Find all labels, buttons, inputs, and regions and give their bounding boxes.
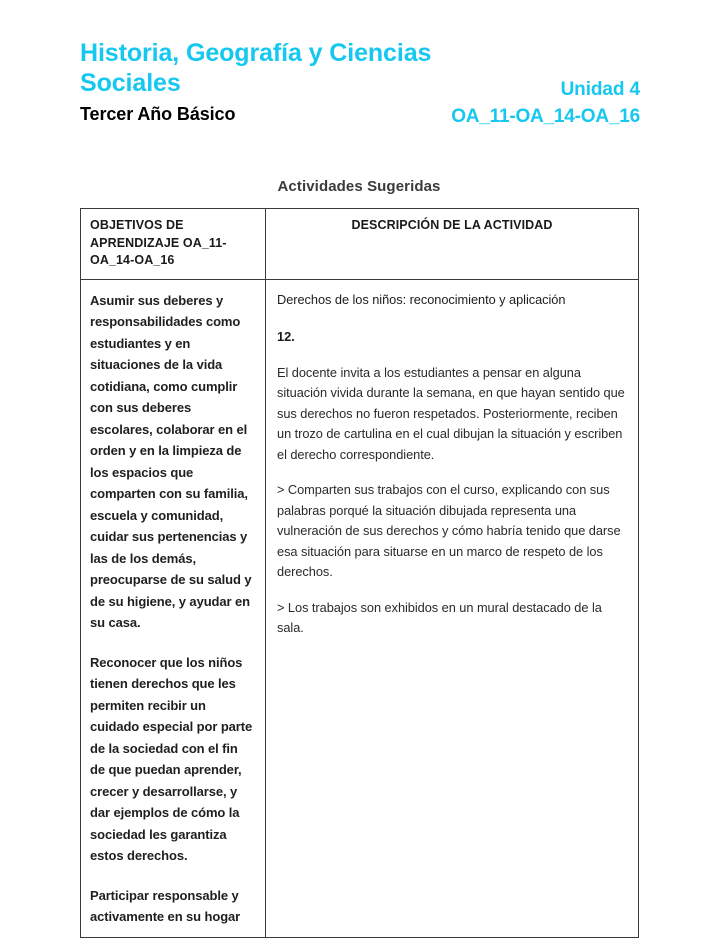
table-header-row (81, 209, 639, 280)
objective-item: Asumir sus deberes y responsabilidades como estudiantes y en situaciones de la vida cotidiana, como cumplir con sus deberes escolares, colaborar en el orden y en la limpieza de los espacios que comparten con su familia, escuela y comunidad, cuidar sus pertenencias y las de los demás, preocuparse de su salud y de su higiene, y ayudar en su casa. (90, 292, 252, 630)
activity-paragraph: > Los trabajos son exhibidos en un mural destacado de la sala. (277, 599, 602, 635)
activity-paragraph: El docente invita a los estudiantes a pensar en alguna situación vivida durante la semana, en que hayan sentido que sus derechos no fueron respetados. Posteriormente, reciben un trozo de cartulina en el cual dibujan la situación y escriben el derecho correspondiente. (277, 364, 625, 462)
header-grid (80, 38, 640, 125)
objectives-cell (81, 279, 266, 937)
description-cell (266, 279, 639, 937)
objective-item: Reconocer que los niños tienen derechos que les permiten recibir un cuidado especial por parte de la sociedad con el fin de que puedan aprender, crecer y desarrollarse, y dar ejemplos de cómo la sociedad les garantiza estos derechos. (90, 654, 253, 863)
column-header-objectives: OBJETIVOS DE APRENDIZAJE OA_11-OA_14-OA_16 (81, 209, 266, 280)
subject-title: Historia, Geografía y Ciencias Sociales (80, 39, 432, 97)
grade-level: Tercer Año Básico (80, 104, 236, 124)
header-right-block (310, 78, 640, 130)
column-header-description: DESCRIPCIÓN DE LA ACTIVIDAD (266, 209, 639, 280)
objective-item: Participar responsable y activamente en su hogar (90, 887, 241, 924)
activities-table (80, 208, 639, 938)
activity-title: Derechos de los niños: reconocimiento y aplicación (277, 291, 566, 307)
table-row (81, 279, 639, 937)
oa-codes: OA_11-OA_14-OA_16 (451, 106, 640, 127)
section-heading: Actividades Sugeridas (277, 178, 441, 195)
document-header (80, 38, 640, 125)
unit-label: Unidad 4 (560, 79, 640, 100)
activity-number: 12. (277, 329, 295, 344)
activity-paragraph: > Comparten sus trabajos con el curso, explicando con sus palabras porqué la situación dibujada representa una vulneración de sus derechos y cómo habría tenido que darse esa situación para situarse en un marco de respeto de los derechos. (277, 482, 621, 579)
